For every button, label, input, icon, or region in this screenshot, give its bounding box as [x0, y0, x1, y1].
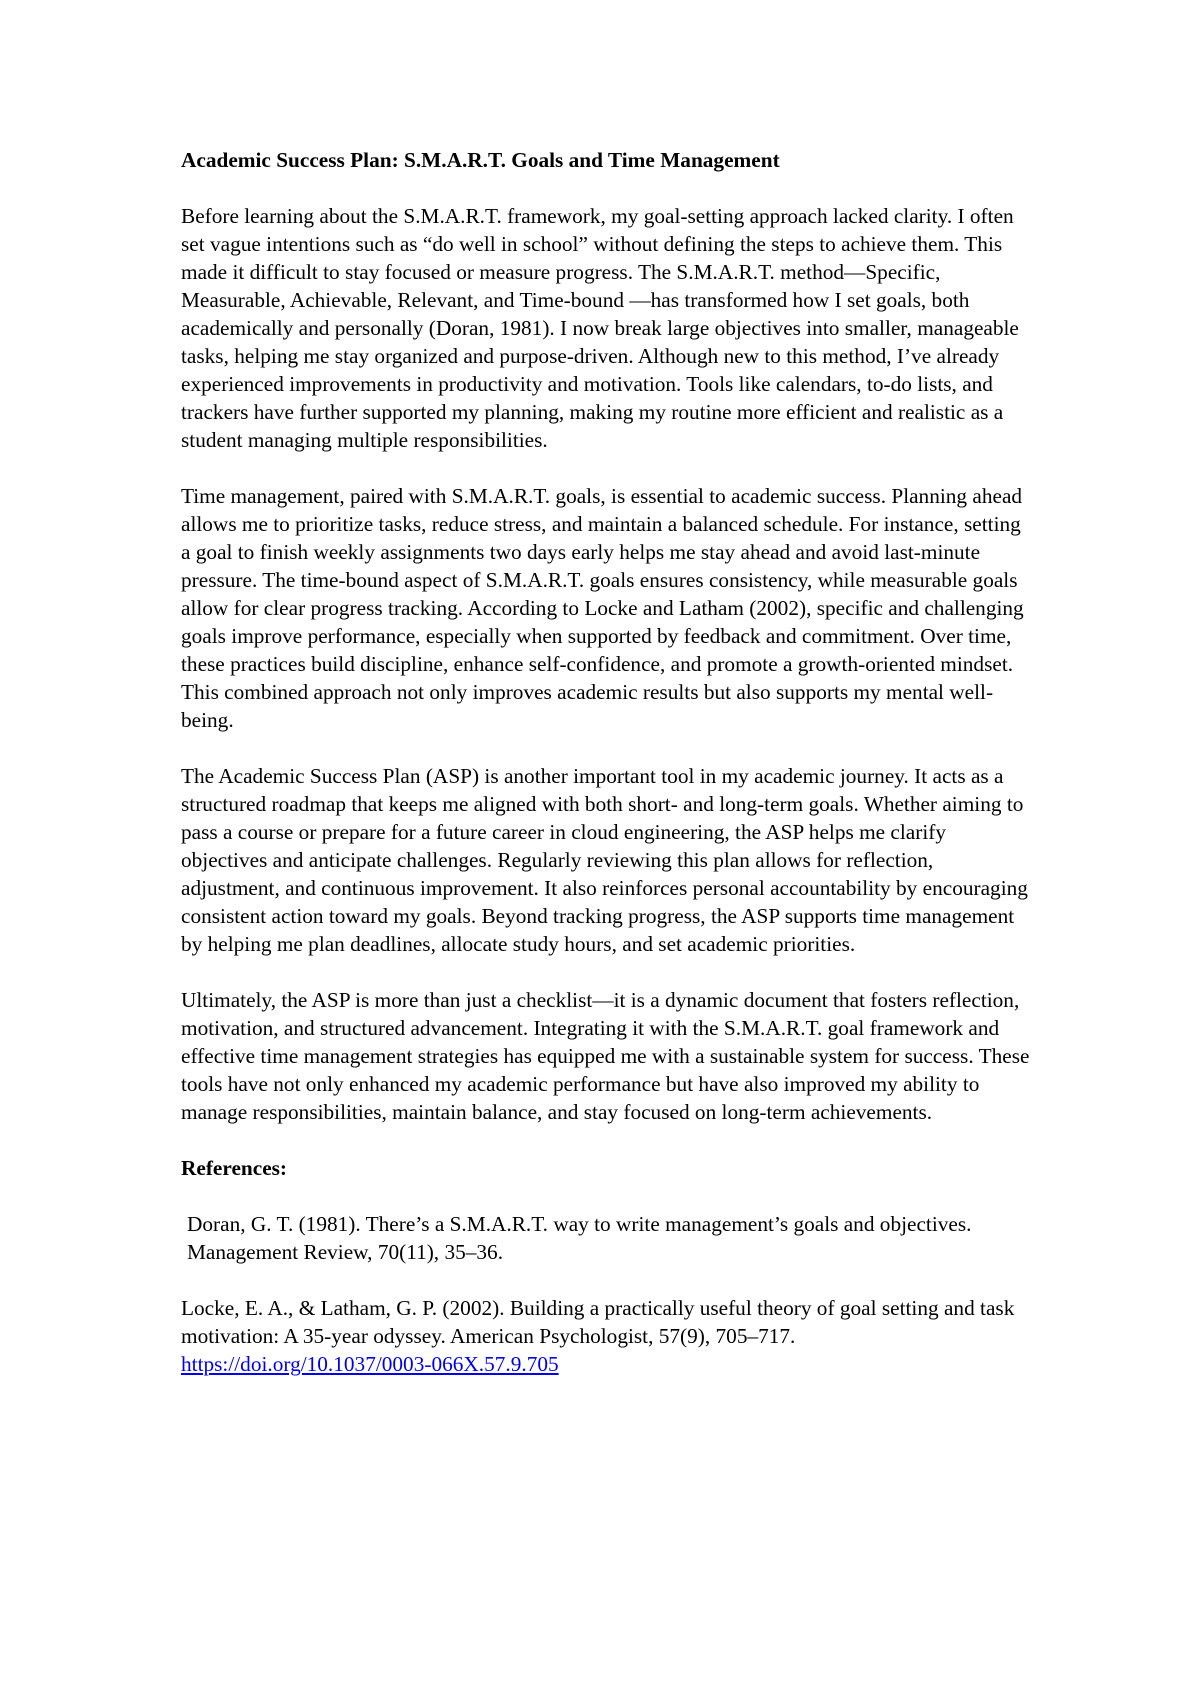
reference-text: Doran, G. T. (1981). There’s a S.M.A.R.T. way to write management’s goals and objectives. Management Review, 70(11), 35–36. — [187, 1212, 972, 1264]
body-paragraph: The Academic Success Plan (ASP) is another important tool in my academic journey. It acts as a structured roadmap that keeps me aligned with both short- and long-term goals. Whether aiming to pass a course or prepare for a future career in cloud engineering, the ASP helps me clarify objectives and anticipate challenges. Regularly reviewing this plan allows for reflection, adjustment, and continuous improvement. It also reinforces personal accountability by encouraging consistent action toward my goals. Beyond tracking progress, the ASP supports time management by helping me plan deadlines, allocate study hours, and set academic priorities. — [181, 764, 1028, 956]
reference-entry — [181, 1294, 1031, 1378]
reference-text: Locke, E. A., & Latham, G. P. (2002). Building a practically useful theory of goal setting and task motivation: A 35-year odyssey. American Psychologist, 57(9), 705–717. — [181, 1296, 1015, 1348]
doi-link[interactable]: https://doi.org/10.1037/0003-066X.57.9.705 — [181, 1352, 559, 1376]
body-paragraph: Before learning about the S.M.A.R.T. framework, my goal-setting approach lacked clarity. I often set vague intentions such as “do well in school” without defining the steps to achieve them. This made it difficult to stay focused or measure progress. The S.M.A.R.T. method—Specific, Measurable, Achievable, Relevant, and Time-bound —has transformed how I set goals, both academically and personally (Doran, 1981). I now break large objectives into smaller, manageable tasks, helping me stay organized and purpose-driven. Although new to this method, I’ve already experienced improvements in productivity and motivation. Tools like calendars, to-do lists, and trackers have further supported my planning, making my routine more efficient and realistic as a student managing multiple responsibilities. — [181, 204, 1019, 452]
document-title: Academic Success Plan: S.M.A.R.T. Goals and Time Management — [181, 148, 780, 172]
references-heading: References: — [181, 1156, 288, 1180]
body-paragraph: Ultimately, the ASP is more than just a checklist—it is a dynamic document that fosters reflection, motivation, and structured advancement. Integrating it with the S.M.A.R.T. goal framework and effective time management strategies has equipped me with a sustainable system for success. These tools have not only enhanced my academic performance but have also improved my ability to manage responsibilities, maintain balance, and stay focused on long-term achievements. — [181, 988, 1030, 1124]
body-paragraph: Time management, paired with S.M.A.R.T. goals, is essential to academic success. Planning ahead allows me to prioritize tasks, reduce stress, and maintain a balanced schedule. For instance, setting a goal to finish weekly assignments two days early helps me stay ahead and avoid last-minute pressure. The time-bound aspect of S.M.A.R.T. goals ensures consistency, while measurable goals allow for clear progress tracking. According to Locke and Latham (2002), specific and challenging goals improve performance, especially when supported by feedback and commitment. Over time, these practices build discipline, enhance self-confidence, and promote a growth-oriented mindset. This combined approach not only improves academic results but also supports my mental well-being. — [181, 484, 1024, 732]
reference-entry — [181, 1210, 1031, 1266]
document-body — [181, 146, 1031, 1406]
